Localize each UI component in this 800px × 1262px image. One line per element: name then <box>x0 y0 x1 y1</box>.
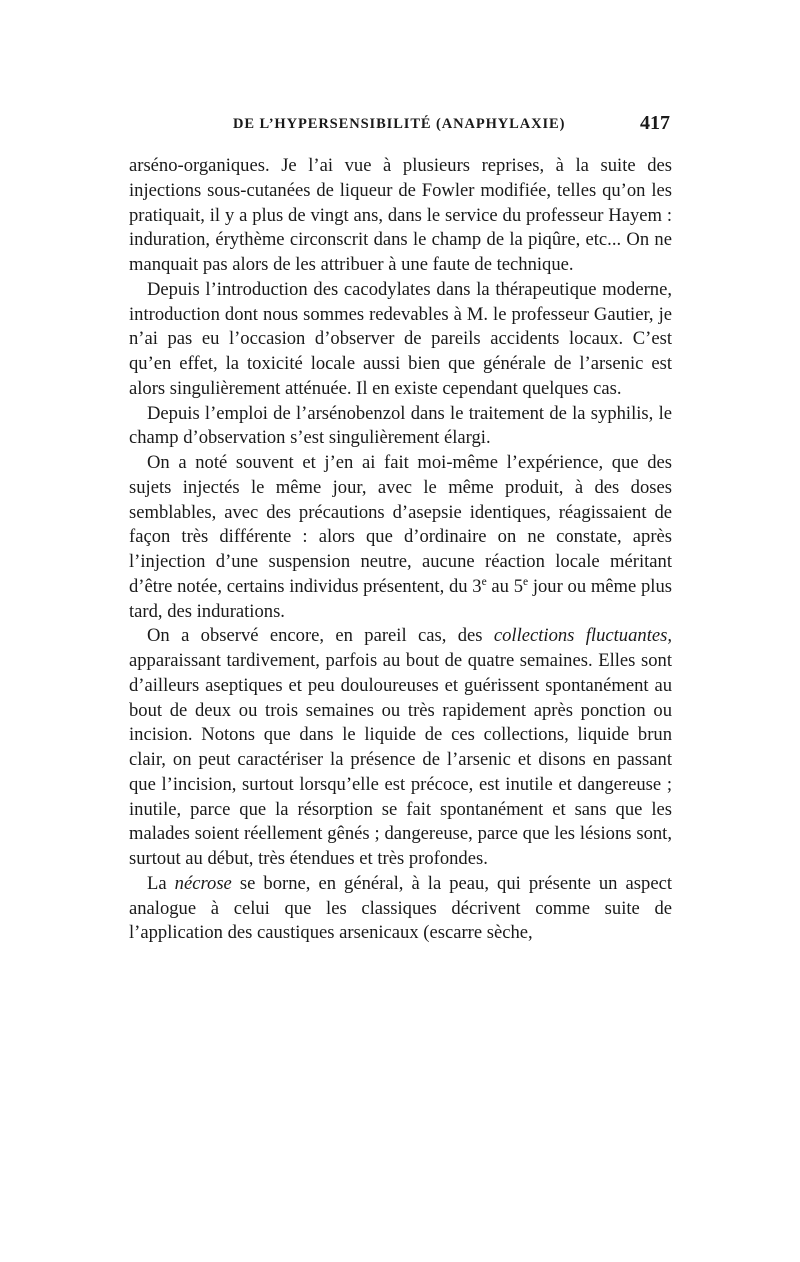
superscript: e <box>481 575 487 588</box>
text-run: On a observé encore, en pareil cas, des <box>147 625 494 647</box>
paragraph <box>129 624 672 872</box>
text-run: La <box>147 872 175 894</box>
book-page <box>129 112 672 946</box>
body-text <box>129 154 672 946</box>
text-run: au 5 <box>486 575 523 597</box>
running-header <box>129 112 672 142</box>
page-number: 417 <box>640 112 670 134</box>
text-run: arséno-organiques. Je l’ai vue à plusieurs reprises, à la suite des injections sous-cutanées de liqueur de Fowler modifiée, telles qu’on les pratiquait, il y a plus de vingt ans, dans le service du professeur Hayem : induration, érythème circonscrit dans le champ de la piqûre, etc... On ne manquait pas alors de les attribuer à une faute de technique. <box>129 155 672 275</box>
text-run: Depuis l’introduction des cacodylates dans la thérapeutique moderne, introduction dont nous sommes redevables à M. le professeur Gautier, je n’ai pas eu l’occasion d’observer de pareils accidents locaux. C’est qu’en effet, la toxicité locale aussi bien que générale de l’arsenic est alors singulièrement atténuée. Il en existe cependant quelques cas. <box>129 278 672 399</box>
running-title: DE L’HYPERSENSIBILITÉ (ANAPHYLAXIE) <box>233 116 566 132</box>
paragraph <box>129 402 672 452</box>
paragraph <box>129 872 672 946</box>
text-run: Depuis l’emploi de l’arsénobenzol dans le traitement de la syphilis, le champ d’observation s’est singulièrement élargi. <box>129 402 672 449</box>
text-run: jour ou même plus tard, des indurations. <box>129 575 672 622</box>
text-run: apparaissant tardivement, parfois au bout de quatre semaines. Elles sont d’ailleurs aseptiques et peu douloureuses et guérissent spontanément au bout de deux ou trois semaines ou très rapidement après ponction ou incision. Notons que dans le liquide de ces collections, liquide brun clair, on peut caractériser la présence de l’arsenic et disons en passant que l’incision, surtout lorsqu’elle est précoce, est inutile et dangereuse ; inutile, parce que la résorption se fait spontanément et sans que les malades soient réellement gênés ; dangereuse, parce que les lésions sont, surtout au début, très étendues et très profondes. <box>129 650 672 869</box>
superscript: e <box>523 575 529 588</box>
text-run: se borne, en général, à la peau, qui présente un aspect analogue à celui que les classiques décrivent comme suite de l’application des caustiques arsenicaux (escarre sèche, <box>129 872 672 944</box>
paragraph <box>129 451 672 624</box>
italic-text: collections fluctuantes, <box>493 625 672 647</box>
paragraph <box>129 278 672 402</box>
italic-text: nécrose <box>174 872 232 894</box>
paragraph <box>129 154 672 278</box>
text-run: On a noté souvent et j’en ai fait moi-même l’expérience, que des sujets injectés le même jour, avec le même produit, à des doses semblables, avec des précautions d’asepsie identiques, réagissaient de façon très différente : alors que d’ordinaire on ne constate, après l’injection d’une suspension neutre, aucune réaction locale méritant d’être notée, certains individus présentent, du 3 <box>129 452 672 597</box>
